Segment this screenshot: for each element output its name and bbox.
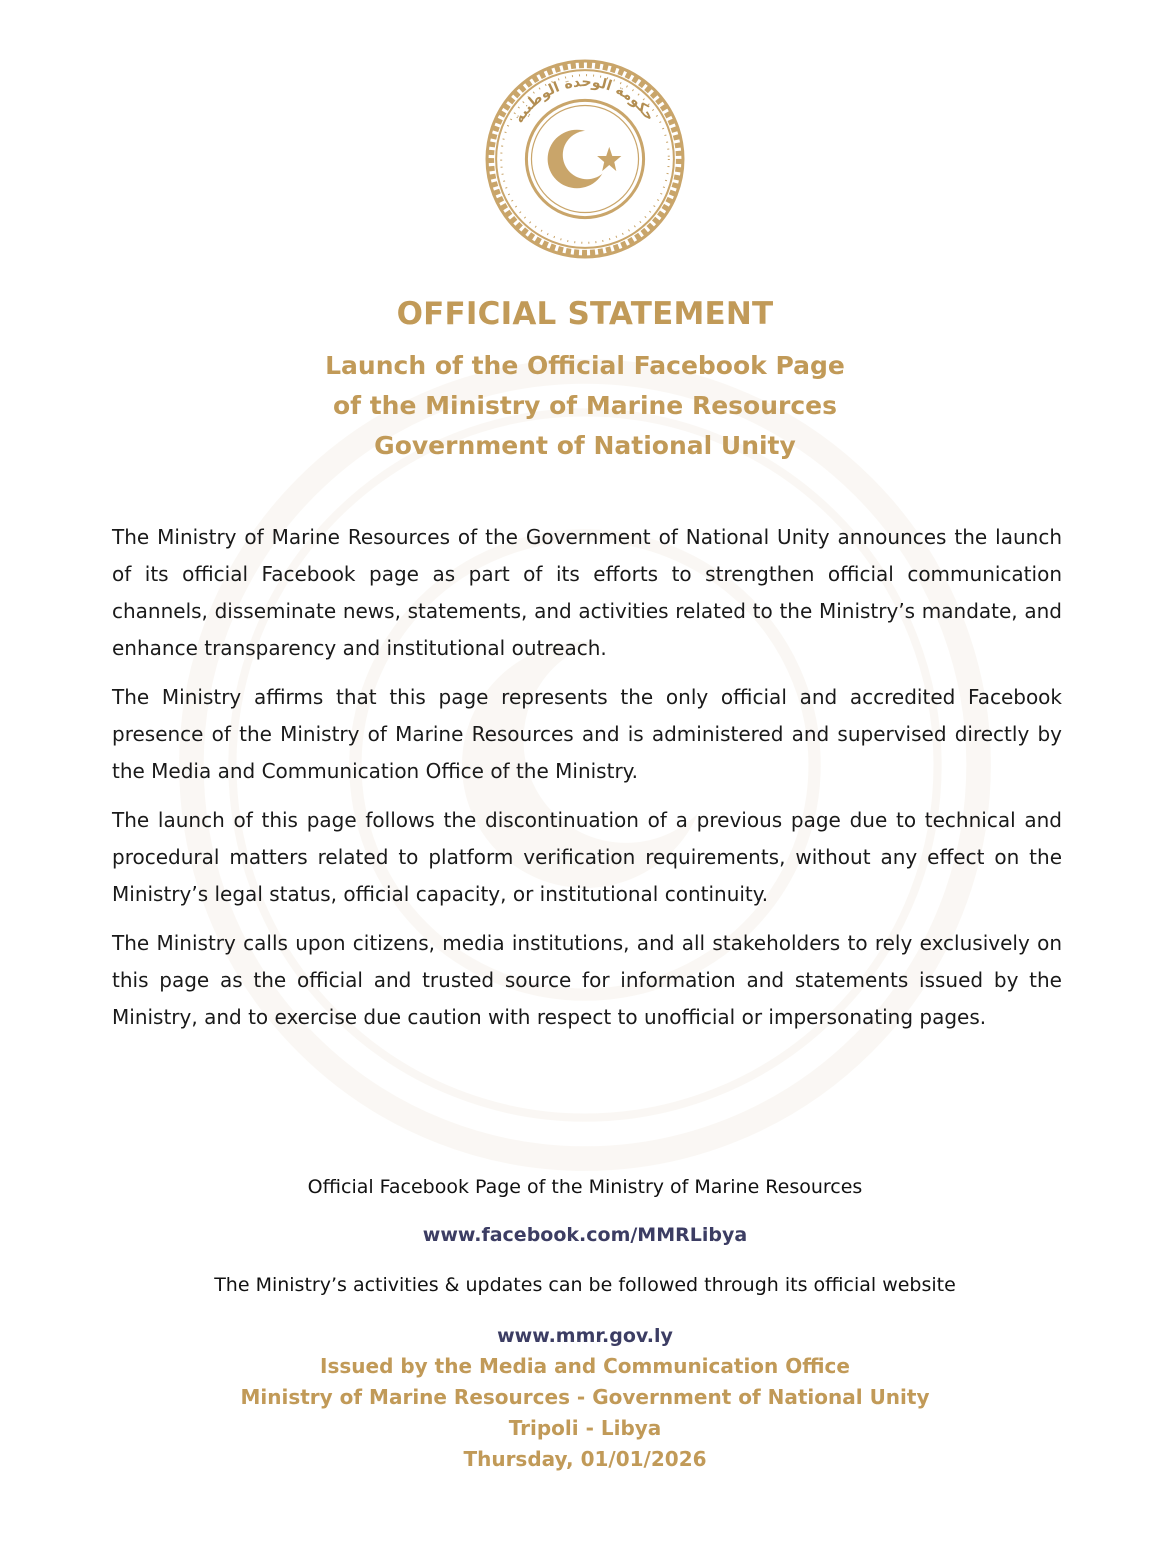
footer-ministry: Ministry of Marine Resources - Government of National Unity [240,1385,930,1409]
body-paragraph: The Ministry of Marine Resources of the Government of National Unity announces the launch of its official Facebook page as part of its efforts to strengthen official communication channels, disseminate news, statements, and activities related to the Ministry’s mandate, and enhance transparency and institutional outreach. [112,525,1062,660]
body-paragraph: The launch of this page follows the discontinuation of a previous page due to technical and procedural matters related to platform verification requirements, without any effect on the Ministry’s legal status, official capacity, or institutional continuity. [112,808,1062,906]
footer-date: Thursday, 01/01/2026 [463,1447,707,1471]
body-paragraph: The Ministry calls upon citizens, media institutions, and all stakeholders to rely exclusively on this page as the official and trusted source for information and statements issued by the Ministry, and to exercise due caution with respect to unofficial or impersonating pages. [112,931,1062,1029]
statement-subtitle [0,346,1170,466]
statement-title: OFFICIAL STATEMENT [396,296,774,332]
footer-issued-by: Issued by the Media and Communication Office [320,1354,850,1378]
facebook-label: Official Facebook Page of the Ministry of Marine Resources [307,1176,863,1198]
subtitle-line: Launch of the Official Facebook Page [325,351,845,380]
facebook-link[interactable]: www.facebook.com/MMRLibya [422,1224,748,1246]
website-label: The Ministry’s activities & updates can be followed through its official website [214,1274,956,1296]
footer-location: Tripoli - Libya [508,1416,662,1440]
statement-body [112,519,1062,1048]
website-link[interactable]: www.mmr.gov.ly [497,1325,673,1347]
body-paragraph: The Ministry affirms that this page represents the only official and accredited Facebook presence of the Ministry of Marine Resources and is administered and supervised directly by the Media and Communication Office of the Ministry. [112,685,1062,783]
subtitle-line: Government of National Unity [374,431,796,460]
subtitle-line: of the Ministry of Marine Resources [332,391,838,420]
ministry-seal-icon [484,58,686,260]
seal-ring-text: حكومة الوحدة الوطنية [511,74,658,127]
